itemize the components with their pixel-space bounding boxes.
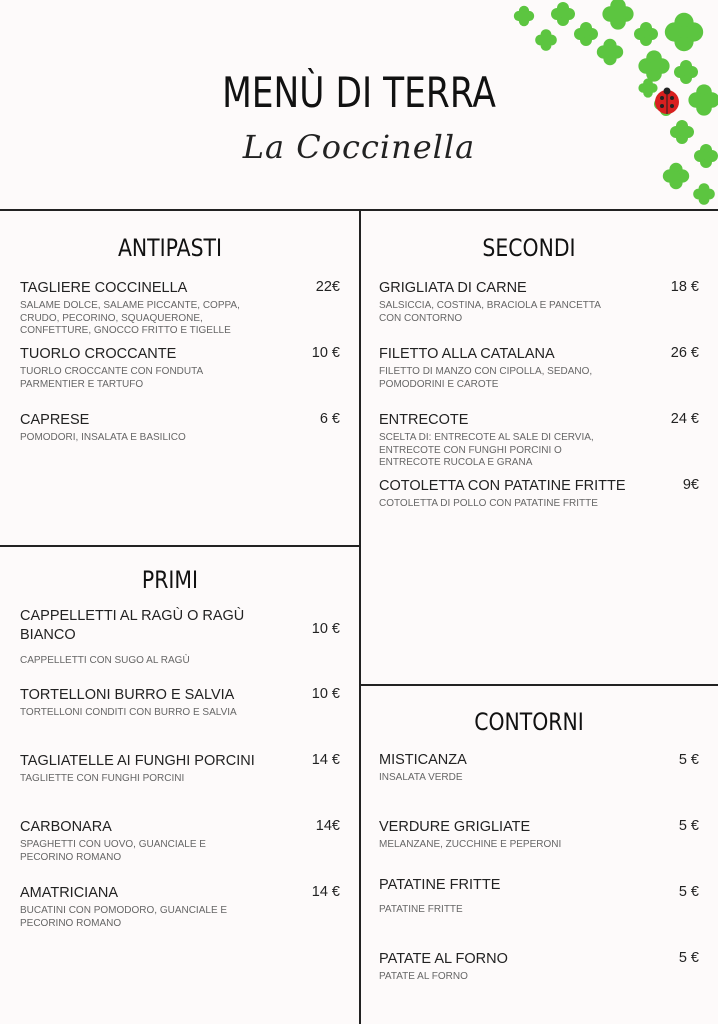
divider-right-middle: [360, 684, 718, 686]
item-price: 24 €: [670, 411, 699, 427]
item-price: 6 €: [319, 411, 340, 427]
menu-item: [20, 607, 280, 668]
item-price: 22€: [315, 279, 340, 295]
menu-item: [379, 279, 659, 325]
item-description: SCELTA DI: ENTRECOTE AL SALE DI CERVIA, ENTRECOTE CON FUNGHI PORCINI O ENTRECOTE RUCOLA E GRANA: [379, 432, 594, 468]
divider-vertical: [359, 209, 361, 1024]
menu-item: [20, 279, 300, 338]
item-description: TAGLIETTE CON FUNGHI PORCINI: [20, 773, 185, 784]
item-name: VERDURE GRIGLIATE: [379, 819, 531, 835]
item-name: FILETTO ALLA CATALANA: [379, 346, 555, 362]
menu-item: [379, 751, 659, 785]
menu-item: [20, 752, 300, 786]
item-description: MELANZANE, ZUCCHINE E PEPERONI: [379, 839, 562, 850]
item-price: 10 €: [311, 345, 340, 361]
item-name: GRIGLIATA DI CARNE: [379, 280, 527, 296]
menu-item: [379, 345, 659, 391]
item-name: TORTELLONI BURRO E SALVIA: [20, 687, 235, 703]
item-description: CAPPELLETTI CON SUGO AL RAGÙ: [20, 655, 190, 666]
item-price: 18 €: [670, 279, 699, 295]
menu-item: [20, 345, 300, 391]
menu-item: [20, 818, 300, 864]
item-description: TUORLO CROCCANTE CON FONDUTA PARMENTIER E TARTUFO: [20, 366, 204, 390]
item-price: 10 €: [311, 686, 340, 702]
item-description: POMODORI, INSALATA E BASILICO: [20, 432, 186, 443]
menu-item: [379, 477, 669, 511]
item-description: SALSICCIA, COSTINA, BRACIOLA E PANCETTA CON CONTORNO: [379, 300, 601, 324]
divider-left-middle: [0, 545, 360, 547]
menu-item: [20, 884, 300, 930]
menu-item: [379, 411, 659, 470]
item-price: 14 €: [311, 752, 340, 768]
item-name: TAGLIERE COCCINELLA: [20, 280, 188, 296]
item-name: COTOLETTA CON PATATINE FRITTE: [379, 478, 626, 494]
item-name: CAPPELLETTI AL RAGÙ O RAGÙ BIANCO: [20, 608, 245, 643]
item-name: PATATE AL FORNO: [379, 951, 508, 967]
item-price: 5 €: [678, 884, 699, 900]
item-price: 26 €: [670, 345, 699, 361]
restaurant-name: La Coccinella: [242, 128, 476, 166]
item-description: TORTELLONI CONDITI CON BURRO E SALVIA: [20, 707, 237, 718]
menu-item: [379, 818, 659, 852]
item-name: TAGLIATELLE AI FUNGHI PORCINI: [20, 753, 255, 769]
item-price: 14 €: [311, 884, 340, 900]
section-title-primi: PRIMI: [141, 566, 199, 594]
item-description: SPAGHETTI CON UOVO, GUANCIALE E PECORINO ROMANO: [20, 839, 206, 863]
item-name: CARBONARA: [20, 819, 112, 835]
item-description: COTOLETTA DI POLLO CON PATATINE FRITTE: [379, 498, 598, 509]
item-name: CAPRESE: [20, 412, 90, 428]
item-description: PATATINE FRITTE: [379, 904, 463, 915]
item-name: ENTRECOTE: [379, 412, 469, 428]
menu-item: [379, 950, 659, 984]
item-price: 9€: [682, 477, 699, 493]
item-description: INSALATA VERDE: [379, 772, 463, 783]
menu-item: [20, 411, 300, 445]
clover-decoration: [498, 0, 718, 210]
item-description: PATATE AL FORNO: [379, 971, 468, 982]
item-name: MISTICANZA: [379, 752, 467, 768]
item-name: AMATRICIANA: [20, 885, 119, 901]
clover-icons: [514, 0, 718, 205]
item-description: FILETTO DI MANZO CON CIPOLLA, SEDANO, POMODORINI E CAROTE: [379, 366, 593, 390]
section-title-antipasti: ANTIPASTI: [117, 234, 223, 262]
menu-item: [20, 686, 300, 720]
item-description: BUCATINI CON POMODORO, GUANCIALE E PECORINO ROMANO: [20, 905, 228, 929]
item-price: 14€: [315, 818, 340, 834]
item-price: 5 €: [678, 950, 699, 966]
menu-item: [379, 876, 659, 917]
item-name: TUORLO CROCCANTE: [20, 346, 177, 362]
item-description: SALAME DOLCE, SALAME PICCANTE, COPPA, CRUDO, PECORINO, SQUAQUERONE, CONFETTURE, GNOCCO FRITTO E TIGELLE: [20, 300, 240, 336]
ladybug-icon: [655, 88, 679, 115]
page-title: MENÙ DI TERRA: [222, 68, 496, 117]
item-price: 5 €: [678, 752, 699, 768]
item-name: PATATINE FRITTE: [379, 877, 501, 893]
section-title-contorni: CONTORNI: [474, 708, 584, 736]
section-title-secondi: SECONDI: [482, 234, 576, 262]
item-price: 5 €: [678, 818, 699, 834]
item-price: 10 €: [311, 621, 340, 637]
